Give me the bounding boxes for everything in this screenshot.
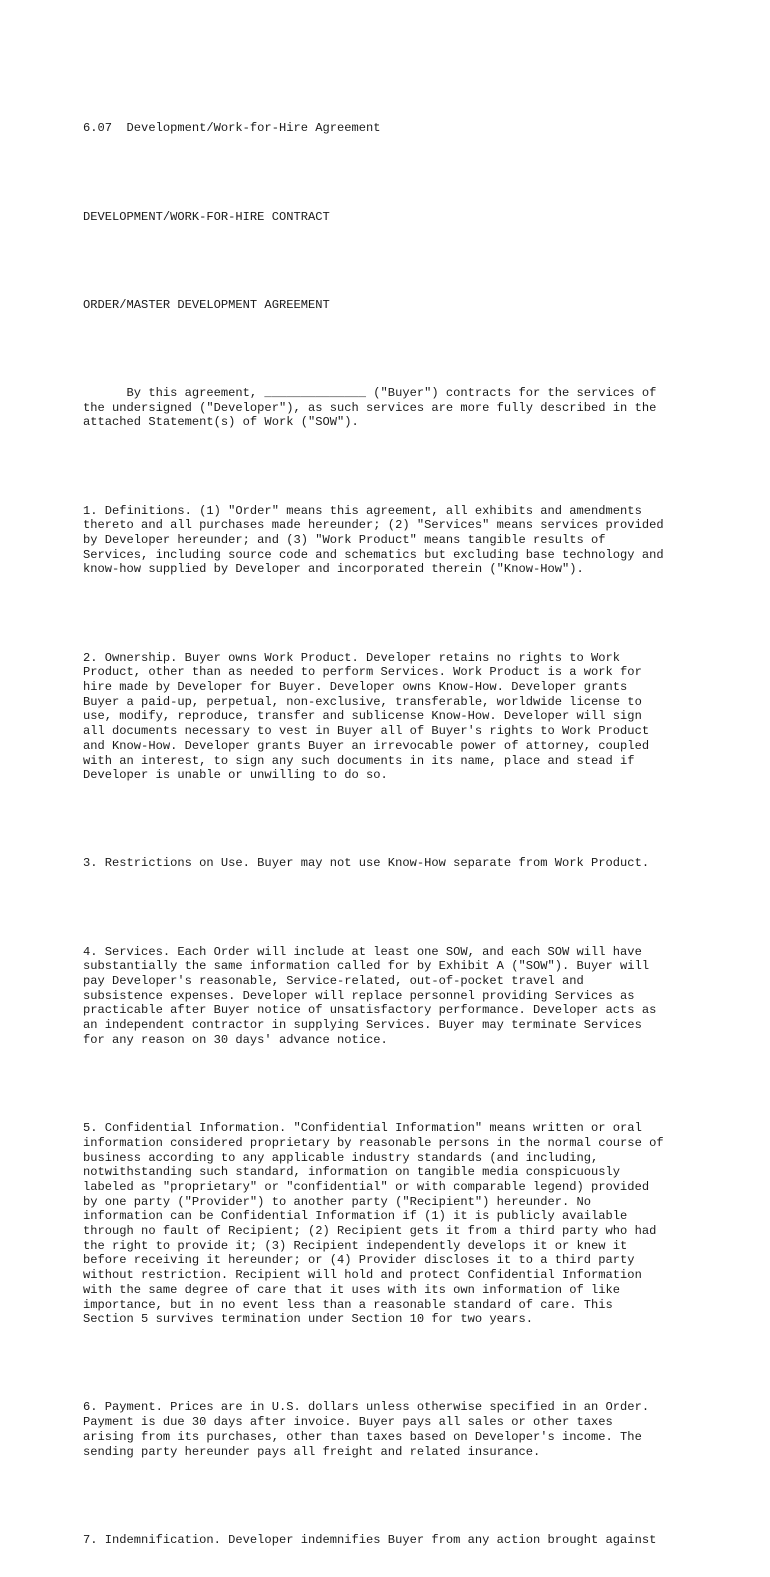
spacer — [83, 254, 723, 269]
indemnification-paragraph: 7. Indemnification. Developer indemnifies Buyer from any action brought against — [83, 1532, 657, 1547]
spacer — [83, 812, 723, 827]
spacer — [83, 1489, 723, 1504]
spacer — [83, 901, 723, 916]
spacer — [83, 1356, 723, 1371]
spacer — [83, 1077, 723, 1092]
contract-title: DEVELOPMENT/WORK-FOR-HIRE CONTRACT — [83, 209, 330, 224]
section-heading: 6.07 Development/Work-for-Hire Agreement — [83, 121, 381, 136]
spacer — [83, 166, 723, 181]
confidential-information-paragraph: 5. Confidential Information. "Confidential Information" means written or oral information considered proprietary by reasonable persons in the normal course of business according to any applicable industry standards (and including, notwithstanding such standard, information on tangible media conspicuously labeled as "proprietary" or "confidential" or with comparable legend) provided by one party ("Provider") to another party ("Recipient") hereunder. No information can be Confidential Information if (1) it is publicly available through no fault of Recipient; (2) Recipient gets it from a third party who had the right to provide it; (3) Recipient independently develops it or knew it before receiving it hereunder; or (4) Provider discloses it to a third party without restriction. Recipient will hold and protect Confidential Information with the same degree of care that it uses with its own information of like importance, but in no event less than a reasonable standard of care. This Section 5 survives termination under Section 10 for two years. — [83, 1121, 664, 1327]
definitions-paragraph: 1. Definitions. (1) "Order" means this agreement, all exhibits and amendments thereto and all purchases made hereunder; (2) "Services" means services provided by Developer hereunder; and (3) "Work Product" means tangible results of Services, including source code and schematics but excluding base technology and know-how supplied by Developer and incorporated therein ("Know-How"). — [83, 503, 664, 577]
spacer — [83, 460, 723, 475]
ownership-paragraph: 2. Ownership. Buyer owns Work Product. Developer retains no rights to Work Product, other than as needed to perform Services. Work Product is a work for hire made by Developer for Buyer. Developer owns Know-How. Developer grants Buyer a paid-up, perpetual, non-exclusive, transferable, worldwide license to use, modify, reproduce, transfer and sublicense Know-How. Developer will sign all documents necessary to vest in Buyer all of Buyer's rights to Work Product and Know-How. Developer grants Buyer an irrevocable power of attorney, coupled with an interest, to sign any such documents in its name, place and stead if Developer is unable or unwilling to do so. — [83, 650, 650, 783]
spacer — [83, 607, 723, 622]
restrictions-paragraph: 3. Restrictions on Use. Buyer may not use Know-How separate from Work Product. — [83, 856, 650, 871]
contract-subtitle: ORDER/MASTER DEVELOPMENT AGREEMENT — [83, 297, 330, 312]
services-paragraph: 4. Services. Each Order will include at least one SOW, and each SOW will have substantially the same information called for by Exhibit A ("SOW"). Buyer will pay Developer's reasonable, Service-related, out-of-pocket travel and subsistence expenses. Developer will replace personnel providing Services as practicable after Buyer notice of unsatisfactory performance. Developer acts as an independent contractor in supplying Services. Buyer may terminate Services for any reason on 30 days' advance notice. — [83, 944, 657, 1047]
payment-paragraph: 6. Payment. Prices are in U.S. dollars unless otherwise specified in an Order. Payment is due 30 days after invoice. Buyer pays all sales or other taxes arising from its purchases, other than taxes based on Developer's income. The sending party hereunder pays all freight and related insurance. — [83, 1400, 650, 1459]
intro-paragraph: By this agreement, ______________ ("Buyer") contracts for the services of the undersigned ("Developer"), as such services are more fully described in the attached Statement(s) of Work ("SOW"). — [83, 386, 657, 430]
spacer — [83, 342, 723, 357]
document-body — [83, 92, 723, 1577]
